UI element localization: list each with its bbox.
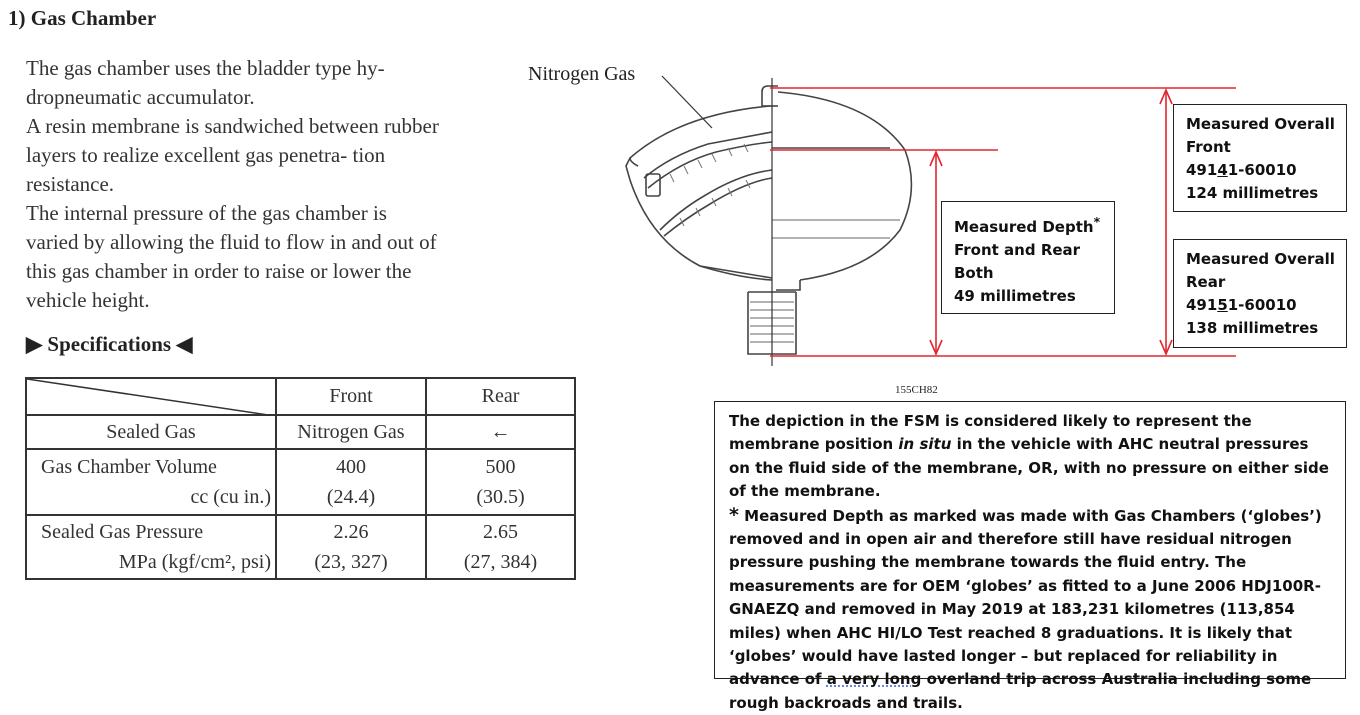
volume-rear-value: 500: [485, 456, 516, 478]
description-text: [26, 54, 440, 315]
pressure-rear-imperial: (27, 384): [463, 551, 538, 573]
note-p1-text-b: in the vehicle with AHC neutral pressures on the fluid side of the membrane, OR, with no pressure on either side of the membrane.: [729, 435, 1329, 501]
front-part-prefix: 491: [1186, 161, 1218, 179]
overall-rear-box: [1173, 239, 1347, 348]
rear-part-suffix: 1-60010: [1227, 296, 1297, 314]
description-paragraph-3: The internal pressure of the gas chamber is varied by allowing the fluid to flow in and out of this gas chamber in order to raise or lower the vehicle height.: [26, 201, 437, 312]
pressure-label-line1: Sealed Gas Pressure: [41, 521, 204, 543]
gas-chamber-diagram: [600, 70, 1260, 370]
sealed-gas-rear: ←: [426, 415, 575, 449]
pressure-front: [276, 515, 426, 579]
overall-front-part-number: [1186, 159, 1334, 182]
note-p1-text-a: The depiction in the FSM is considered likely to represent the membrane position: [729, 412, 1252, 454]
pressure-label-line2: MPa (kgf/cm², psi): [118, 551, 271, 573]
volume-rear: [426, 449, 575, 515]
column-header-front: Front: [276, 378, 426, 415]
note-p2-underlined: a very long: [826, 670, 922, 689]
overall-front-box: [1173, 104, 1347, 212]
depth-line3: Both: [954, 264, 994, 282]
depth-star: *: [1093, 214, 1101, 229]
specifications-heading: ▶ Specifications ◀: [26, 332, 193, 356]
volume-rear-imperial: (30.5): [476, 486, 525, 508]
volume-label-line1: Gas Chamber Volume: [41, 456, 217, 478]
note-p2-text-a: Measured Depth as marked was made with Gas Chambers (‘globes’) removed and in open air and therefore still have residual nitrogen pressure pushing the membrane towards the fluid entry. The measurements are for OEM ‘globes’ as fitted to a June 2006 HDJ100R-GNAEZQ and removed in May 2019 at 183,231 kilometres (113,854 miles) when AHC HI/LO Test reached 8 graduations. It is likely that ‘globes’ would have lasted longer – but replaced for reliability in advance of: [729, 506, 1322, 689]
row-label-sealed-gas: Sealed Gas: [26, 415, 276, 449]
pressure-rear-value: 2.65: [483, 521, 518, 543]
front-part-suffix: 1-60010: [1227, 161, 1297, 179]
overall-front-value: 124 millimetres: [1186, 184, 1319, 202]
pressure-front-imperial: (23, 327): [314, 551, 388, 573]
row-label-volume: [26, 449, 276, 515]
rear-part-prefix: 491: [1186, 296, 1218, 314]
pressure-front-value: 2.26: [333, 521, 369, 543]
specifications-table: [25, 377, 576, 580]
overall-front-label: Front: [1186, 138, 1231, 156]
volume-front-imperial: (24.4): [326, 486, 376, 508]
row-label-pressure: [26, 515, 276, 579]
figure-code: 155CH82: [895, 384, 938, 396]
note-star: *: [729, 503, 739, 526]
pressure-rear: [426, 515, 575, 579]
description-paragraph-2: A resin membrane is sandwiched between rubber layers to realize excellent gas penetra- tion resistance.: [26, 114, 439, 196]
description-paragraph-1: The gas chamber uses the bladder type hy- dropneumatic accumulator.: [26, 56, 385, 109]
volume-front: [276, 449, 426, 515]
depth-line2: Front and Rear: [954, 241, 1081, 259]
front-part-highlight: 4: [1217, 161, 1228, 179]
overall-rear-part-number: [1186, 294, 1334, 317]
volume-label-line2: cc (cu in.): [190, 486, 271, 508]
column-header-rear: Rear: [426, 378, 575, 415]
section-heading: 1) Gas Chamber: [8, 6, 157, 30]
note-p1-emphasis: in situ: [898, 435, 952, 454]
explanatory-note: [714, 401, 1346, 712]
depth-title-text: Measured Depth: [954, 218, 1094, 236]
depth-measurement-box: [941, 201, 1115, 314]
table-corner-cell: [26, 378, 276, 415]
note-paragraph-1: [729, 410, 1331, 504]
overall-front-title: Measured Overall: [1186, 115, 1335, 133]
sealed-gas-front: Nitrogen Gas: [276, 415, 426, 449]
volume-front-value: 400: [336, 456, 366, 478]
note-paragraph-2: [729, 504, 1331, 715]
depth-title: [954, 210, 1102, 239]
overall-rear-label: Rear: [1186, 273, 1226, 291]
rear-part-highlight: 5: [1217, 296, 1228, 314]
note-p2-text-b: overland trip across Australia including some rough backroads and trails.: [729, 670, 1312, 712]
nitrogen-gas-label: Nitrogen Gas: [528, 63, 636, 85]
depth-value: 49 millimetres: [954, 287, 1076, 305]
diagonal-divider: [27, 379, 275, 416]
overall-rear-title: Measured Overall: [1186, 250, 1335, 268]
overall-rear-value: 138 millimetres: [1186, 319, 1319, 337]
